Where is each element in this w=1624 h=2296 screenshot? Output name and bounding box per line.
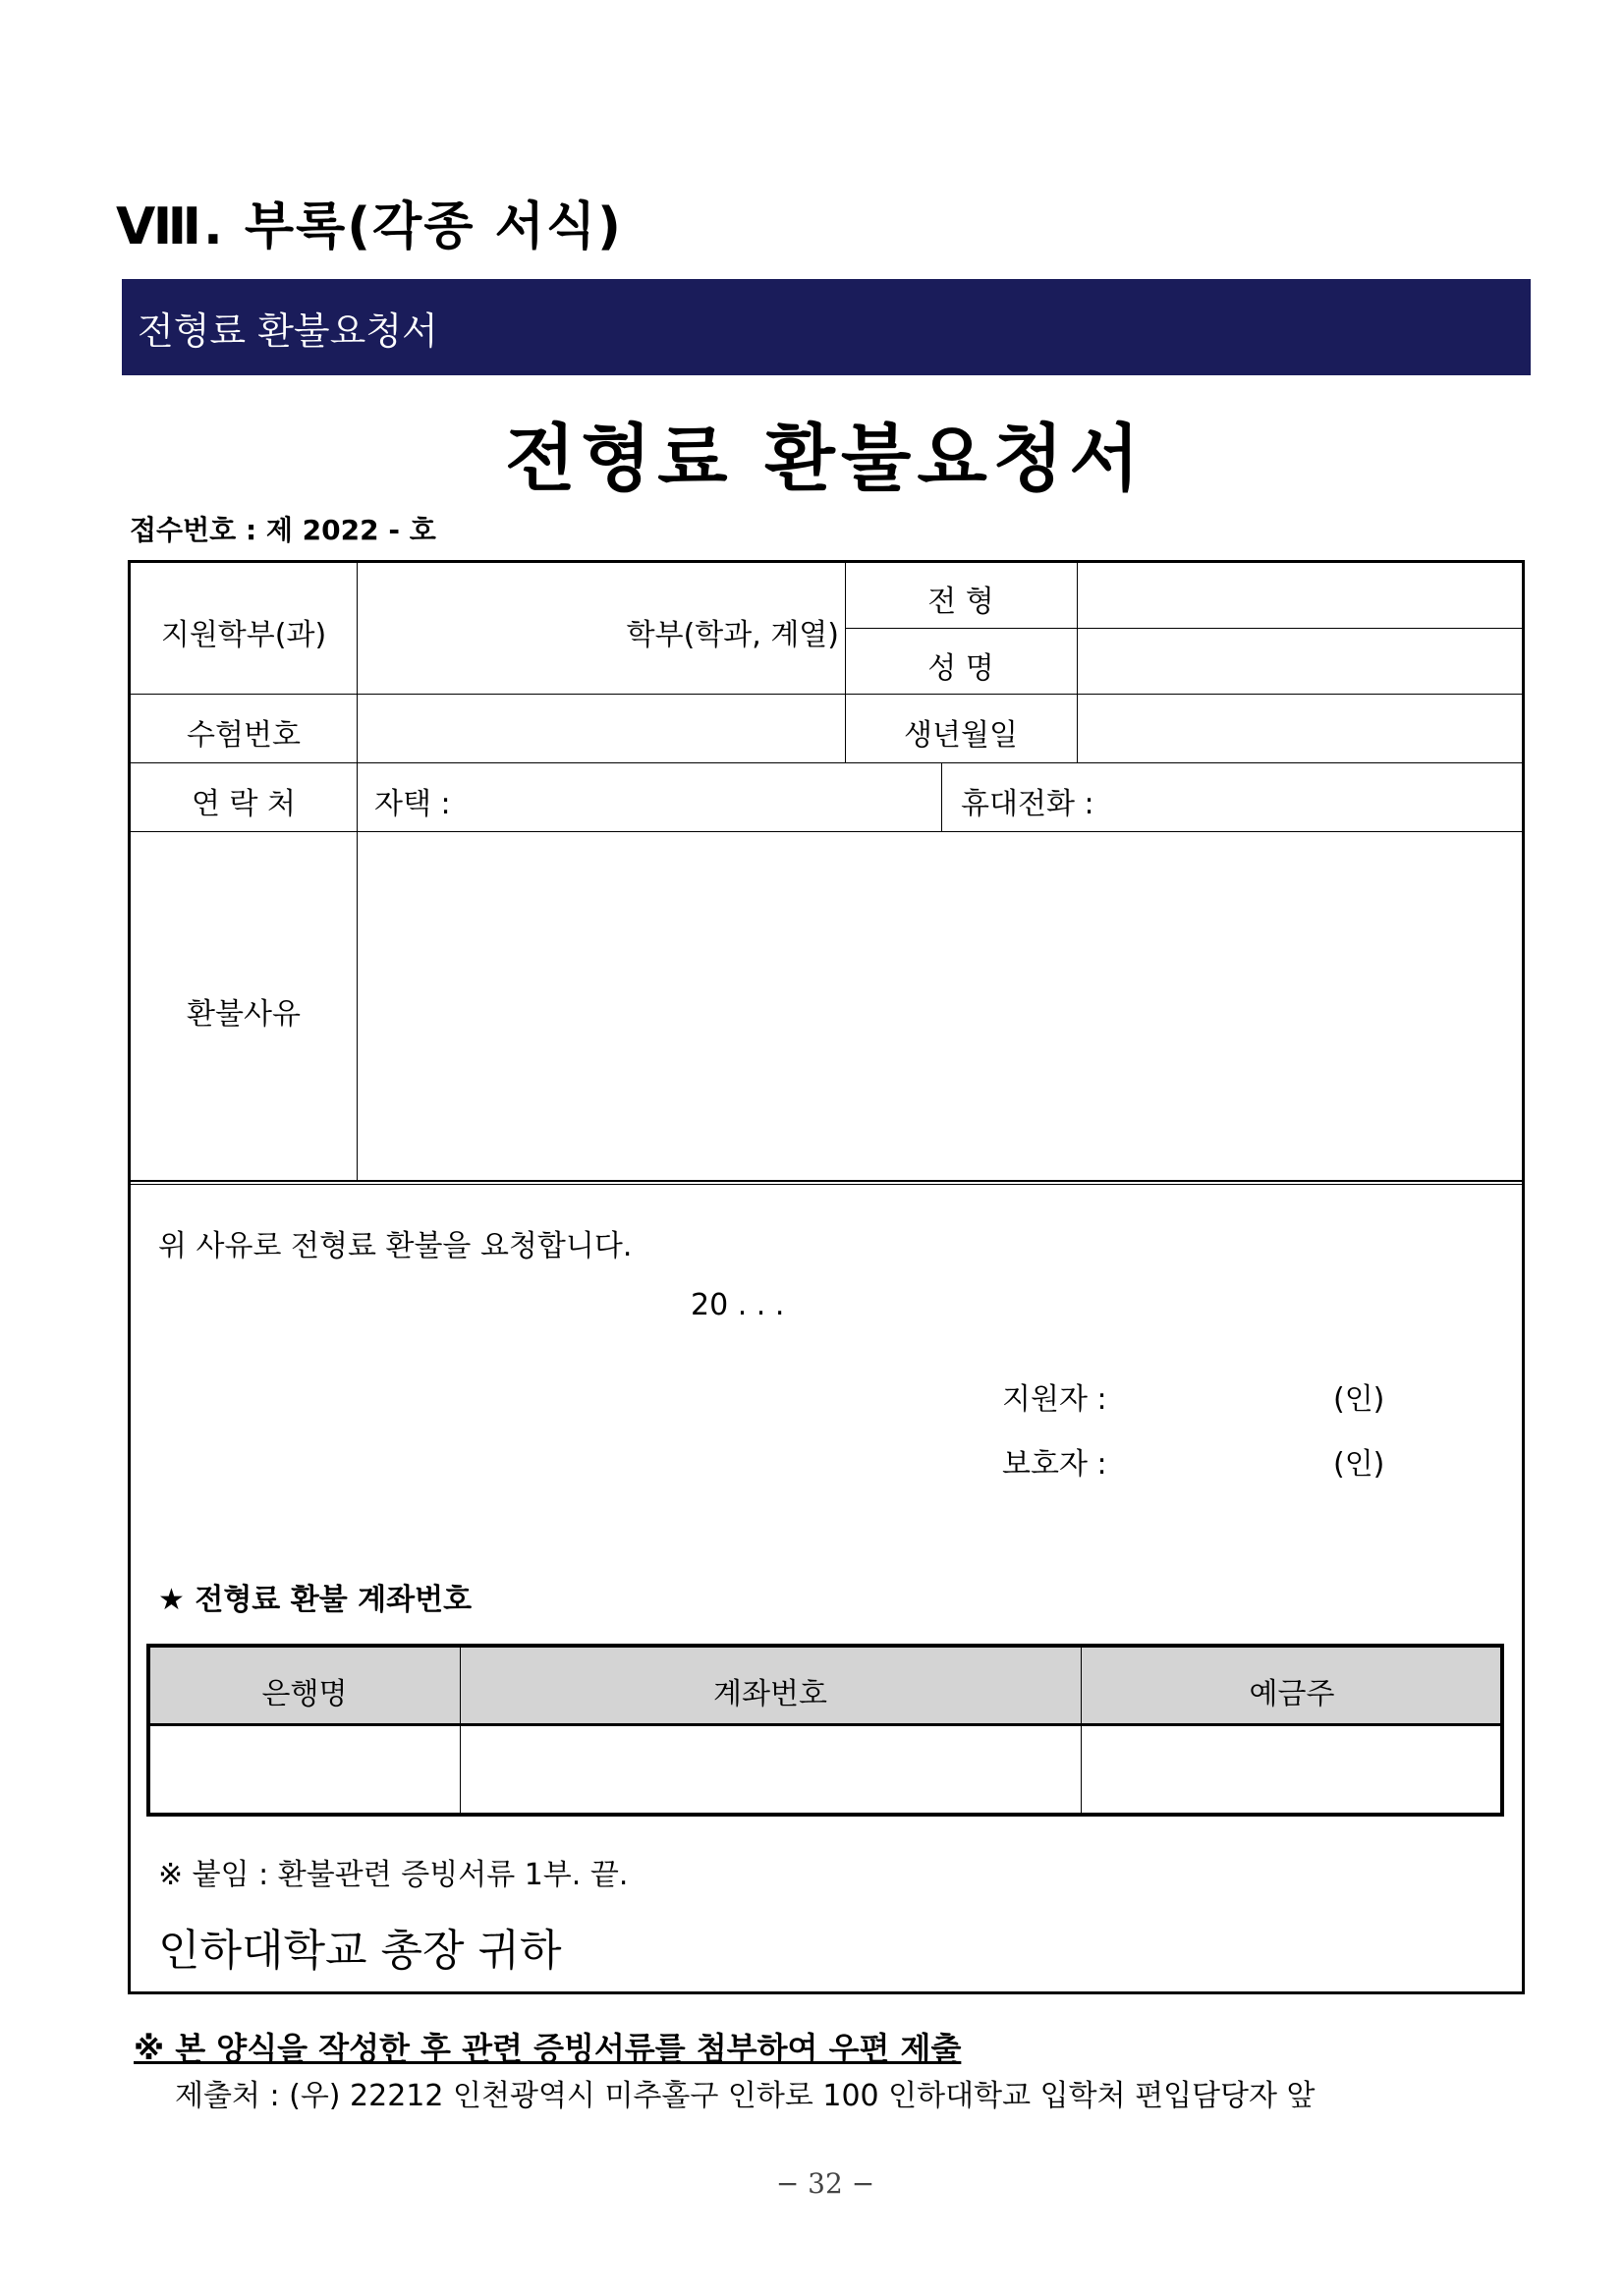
section-bar-label: 전형료 환불요청서 <box>138 309 438 353</box>
receipt-number: 접수번호 : 제 2022 - 호 <box>130 514 436 546</box>
request-sentence: 위 사유로 전형료 환불을 요청합니다. <box>158 1229 633 1263</box>
column-divider <box>460 1648 461 1813</box>
addressee: 인하대학교 총장 귀하 <box>158 1926 562 1976</box>
account-number-header: 계좌번호 <box>713 1677 827 1711</box>
dept-suffix: 학부(학과, 계열) <box>626 618 839 652</box>
guardian-label: 보호자 : <box>1002 1447 1107 1482</box>
bank-account-table <box>146 1644 1504 1817</box>
track-label: 전 형 <box>927 585 994 619</box>
guardian-seal: (인) <box>1333 1447 1385 1482</box>
refund-reason-label: 환불사유 <box>187 997 301 1032</box>
date-line: 20 . . . <box>691 1288 785 1322</box>
applicant-label: 지원자 : <box>1002 1382 1107 1417</box>
name-label: 성 명 <box>927 651 994 686</box>
bank-name-header: 은행명 <box>261 1677 348 1711</box>
row-divider <box>131 694 1522 695</box>
column-divider <box>845 563 846 762</box>
column-divider <box>1077 563 1078 762</box>
row-divider <box>131 831 1522 832</box>
row-divider <box>131 1184 1522 1185</box>
document-title: 전형료 환불요청서 <box>505 417 1146 501</box>
dept-label: 지원학부(과) <box>160 618 327 652</box>
chapter-title: Ⅷ. 부록(각종 서식) <box>116 197 623 256</box>
attachment-note: ※ 붙임 : 환불관련 증빙서류 1부. 끝. <box>158 1858 629 1892</box>
column-divider <box>1081 1648 1082 1813</box>
birth-date-label: 생년월일 <box>904 718 1018 753</box>
section-bar <box>122 279 1531 375</box>
row-divider <box>131 762 1522 763</box>
column-divider <box>357 563 358 1180</box>
column-divider <box>941 762 942 831</box>
row-divider <box>131 1180 1522 1182</box>
account-holder-header: 예금주 <box>1249 1677 1335 1711</box>
account-heading: ★ 전형료 환불 계좌번호 <box>158 1583 473 1617</box>
row-divider <box>845 628 1522 629</box>
footnote-body: 제출처 : (우) 22212 인천광역시 미추홀구 인하로 100 인하대학교 입학처 편입담당자 앞 <box>175 2079 1316 2113</box>
home-phone-label: 자택 : <box>374 787 451 821</box>
mobile-phone-label: 휴대전화 : <box>961 787 1094 821</box>
page-number: − 32 − <box>775 2167 875 2200</box>
footnote-title: ※ 본 양식을 작성한 후 관련 증빙서류를 첨부하여 우편 제출 <box>134 2030 962 2067</box>
contact-label: 연 락 처 <box>191 787 297 821</box>
exam-number-label: 수험번호 <box>187 718 301 753</box>
applicant-seal: (인) <box>1333 1382 1385 1417</box>
